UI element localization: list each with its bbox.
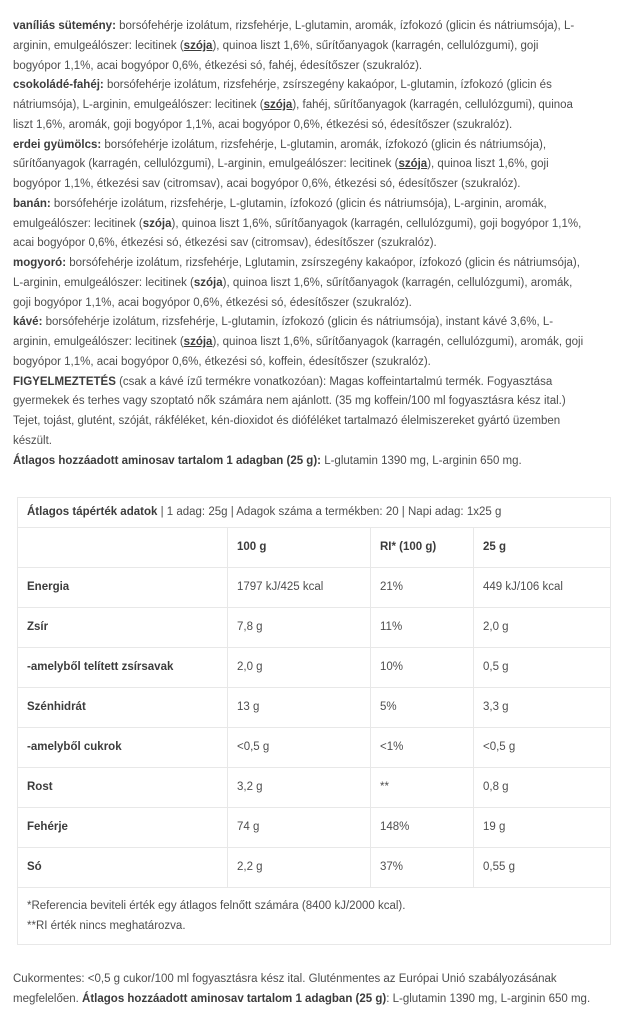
ingredients-section xyxy=(0,0,598,471)
nutrient-label: -amelyből telített zsírsavak xyxy=(18,648,228,688)
column-header-ri: RI* (100 g) xyxy=(371,528,474,568)
ingredient-list: borsófehérje izolátum, rizsfehérje, L-glutamin, aromák, ízfokozó (glicin és nátriumsója), L-arginin, emulgeálószer: lecitinek ( xyxy=(13,20,575,52)
caffeine-warning-paragraph xyxy=(13,373,585,413)
nutrient-label: -amelyből cukrok xyxy=(18,728,228,768)
nutrient-label: Fehérje xyxy=(18,808,228,848)
amino-content-paragraph xyxy=(13,452,585,472)
nutrient-value: 11% xyxy=(371,608,474,648)
ingredient-list: ), fahéj, sűrítőanyagok (karragén, cellulózgumi), quinoa liszt 1,6%, aromák, goji bogyópor 1,1%, acai bogyópor 0,6%, étkezési só, édesítőszer (szukralóz). xyxy=(13,99,573,131)
nutrient-value: 10% xyxy=(371,648,474,688)
table-title-cell xyxy=(18,498,611,528)
flavor-name: erdei gyümölcs: xyxy=(13,138,102,151)
nutrient-value: 3,3 g xyxy=(474,688,611,728)
amino-lead: Átlagos hozzáadott aminosav tartalom 1 adagban (25 g): xyxy=(13,454,321,467)
warning-label: FIGYELMEZTETÉS xyxy=(13,375,116,388)
table-column-header-row xyxy=(18,528,611,568)
nutrient-label: Szénhidrát xyxy=(18,688,228,728)
column-header-100g: 100 g xyxy=(228,528,371,568)
table-row xyxy=(18,688,611,728)
table-row xyxy=(18,608,611,648)
nutrition-facts-table xyxy=(17,497,611,945)
nutrient-value: 0,8 g xyxy=(474,768,611,808)
nutrient-value: 13 g xyxy=(228,688,371,728)
table-row xyxy=(18,808,611,848)
table-row xyxy=(18,568,611,608)
ingredient-list: ), quinoa liszt 1,6%, sűrítőanyagok (karragén, cellulózgumi), goji bogyópor 1,1%, acai bogyópor 0,6%, étkezési só, étkezési sav (citromsav), édesítőszer (szukralóz). xyxy=(13,217,582,250)
amino-lead-bold: Átlagos hozzáadott aminosav tartalom 1 adagban (25 g) xyxy=(82,993,387,1005)
ingredient-list: borsófehérje izolátum, rizsfehérje, L-glutamin, aromák, ízfokozó (glicin és nátriumsója), sűrítőanyagok (karragén, cellulózgumi), L-arginin, emulgeálószer: lecitinek ( xyxy=(13,138,547,171)
allergen-facility-paragraph xyxy=(13,412,585,452)
nutrient-value: 449 kJ/106 kcal xyxy=(474,568,611,608)
ingredient-list: borsófehérje izolátum, rizsfehérje, zsírszegény kakaópor, L-glutamin, ízfokozó (glicin és nátriumsója), L-arginin, emulgeálószer: lecitinek ( xyxy=(13,79,552,111)
flavor-paragraph-erdei-gyumolcs xyxy=(13,136,585,195)
warning-text: (csak a kávé ízű termékre vonatkozóan): Magas koffeintartalmú termék. Fogyasztása gyermekek és terhes vagy szoptató nők számára nem ajánlott. (35 mg koffein/100 ml fogyasztásra kész ital.) xyxy=(13,375,566,408)
table-title: Átlagos tápérték adatok xyxy=(27,506,158,519)
nutrient-value: 3,2 g xyxy=(228,768,371,808)
allergen-soy-highlight: szója xyxy=(142,217,172,230)
nutrient-value: 0,55 g xyxy=(474,848,611,888)
nutrient-label: Rost xyxy=(18,768,228,808)
allergen-text: Tejet, tojást, glutént, szóját, rákféléket, kén-dioxidot és dióféléket tartalmazó élelmiszereket gyártó üzemben készült. xyxy=(13,415,561,447)
nutrient-value: 148% xyxy=(371,808,474,848)
ingredient-list: ), quinoa liszt 1,6%, sűrítőanyagok (karragén, cellulózgumi), aromák, goji bogyópor 1,1%, acai bogyópor 0,6%, étkezési só, édesítőszer (szukralóz). xyxy=(13,276,573,309)
nutrient-value: <1% xyxy=(371,728,474,768)
flavor-paragraph-mogyoro xyxy=(13,254,585,313)
nutrition-table-body xyxy=(18,568,611,888)
nutrient-label: Energia xyxy=(18,568,228,608)
nutrient-label: Zsír xyxy=(18,608,228,648)
flavor-name: banán: xyxy=(13,197,51,210)
column-header-empty xyxy=(18,528,228,568)
ingredient-list: borsófehérje izolátum, rizsfehérje, L-glutamin, ízfokozó (glicin és nátriumsója), L-arginin, aromák, emulgeálószer: lecitinek ( xyxy=(13,197,547,230)
table-footnote-row xyxy=(18,888,611,945)
flavor-paragraph-csokolade-fahej xyxy=(13,76,585,135)
table-serving-info: | 1 adag: 25g | Adagok száma a termékben: 20 | Napi adag: 1x25 g xyxy=(157,506,502,519)
nutrient-value: 0,5 g xyxy=(474,648,611,688)
nutrient-value: 19 g xyxy=(474,808,611,848)
flavor-name: csokoládé-fahéj: xyxy=(13,79,104,92)
sugar-free-paragraph xyxy=(13,970,611,1010)
footnote-ri-undefined: **RI érték nincs meghatározva. xyxy=(27,920,186,933)
allergen-soy-highlight: szója xyxy=(193,276,223,289)
ingredient-list: ), quinoa liszt 1,6%, goji bogyópor 1,1%, étkezési sav (citromsav), acai bogyópor 0,6%, étkezési só, édesítőszer (szukralóz). xyxy=(13,158,549,190)
nutrient-value: 21% xyxy=(371,568,474,608)
table-footnotes-cell xyxy=(18,888,611,945)
nutrient-value: <0,5 g xyxy=(228,728,371,768)
allergen-soy-highlight: szója xyxy=(398,158,428,171)
ingredient-list: borsófehérje izolátum, rizsfehérje, L-glutamin, ízfokozó (glicin és nátriumsója), instant kávé 3,6%, L-arginin, emulgeálószer: lecitinek ( xyxy=(13,316,554,348)
column-header-25g: 25 g xyxy=(474,528,611,568)
nutrient-label: Só xyxy=(18,848,228,888)
table-row xyxy=(18,648,611,688)
flavor-paragraph-banan xyxy=(13,195,585,254)
flavor-name: kávé: xyxy=(13,316,43,329)
nutrient-value: <0,5 g xyxy=(474,728,611,768)
sugar-free-text: Cukormentes: <0,5 g cukor/100 ml fogyasztásra kész ital. Gluténmentes az Európai Unió szabályozásának megfelelően. xyxy=(13,973,557,1005)
amino-values-text: : L-glutamin 1390 mg, L-arginin 650 mg. xyxy=(386,993,591,1005)
ingredient-list: ), quinoa liszt 1,6%, sűrítőanyagok (karragén, cellulózgumi), aromák, goji bogyópor 1,1%, acai bogyópor 0,6%, étkezési só, koffein, édesítőszer (szukralóz). xyxy=(13,336,584,368)
allergen-soy-highlight: szója xyxy=(183,39,213,52)
nutrient-value: 5% xyxy=(371,688,474,728)
allergen-soy-highlight: szója xyxy=(183,336,213,348)
ingredient-list: borsófehérje izolátum, rizsfehérje, Lglutamin, zsírszegény kakaópor, ízfokozó (glicin és nátriumsója), L-arginin, emulgeálószer: lecitinek ( xyxy=(13,257,580,289)
nutrient-value: 2,0 g xyxy=(474,608,611,648)
table-title-row xyxy=(18,498,611,528)
nutrient-value: 37% xyxy=(371,848,474,888)
flavor-name: mogyoró: xyxy=(13,257,67,269)
nutrient-value: 1797 kJ/425 kcal xyxy=(228,568,371,608)
nutrient-value: 74 g xyxy=(228,808,371,848)
table-row xyxy=(18,848,611,888)
nutrient-value: 7,8 g xyxy=(228,608,371,648)
table-row xyxy=(18,768,611,808)
flavor-paragraph-vanilias-sutemeny xyxy=(13,17,585,76)
nutrient-value: ** xyxy=(371,768,474,808)
amino-values: L-glutamin 1390 mg, L-arginin 650 mg. xyxy=(321,454,522,467)
nutrient-value: 2,0 g xyxy=(228,648,371,688)
table-row xyxy=(18,728,611,768)
flavor-name: vaníliás sütemény: xyxy=(13,20,116,32)
footnote-reference-intake: *Referencia beviteli érték egy átlagos felnőtt számára (8400 kJ/2000 kcal). xyxy=(27,900,406,913)
ingredient-list: ), quinoa liszt 1,6%, sűrítőanyagok (karragén, cellulózgumi), goji bogyópor 1,1%, acai bogyópor 0,6%, étkezési só, fahéj, édesítőszer (szukralóz). xyxy=(13,39,539,72)
allergen-soy-highlight: szója xyxy=(263,99,293,111)
nutrient-value: 2,2 g xyxy=(228,848,371,888)
flavor-paragraph-kave xyxy=(13,313,585,372)
